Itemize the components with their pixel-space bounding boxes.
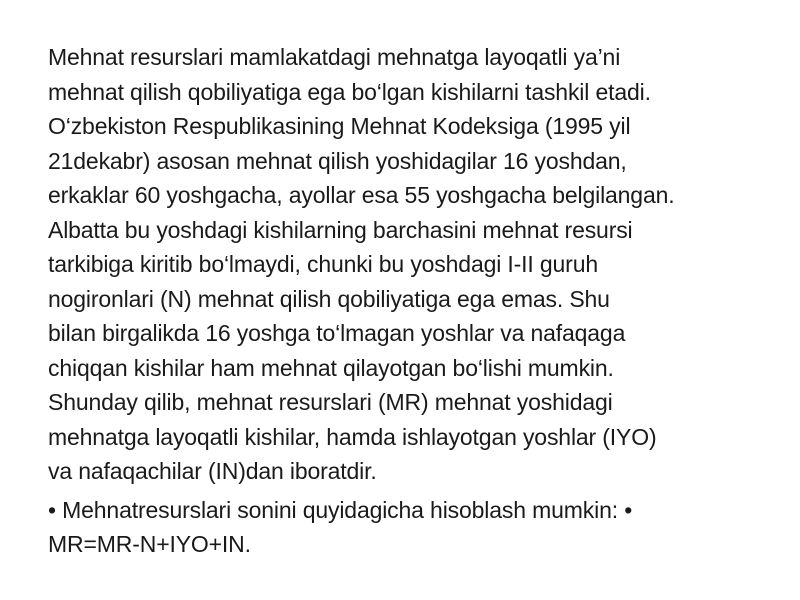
paragraph-line: va nafaqachilar (IN)dan iboratdir. <box>48 458 377 484</box>
paragraph-line: Shunday qilib, mehnat resurslari (MR) mehnat yoshidagi <box>48 389 613 415</box>
formula-line: MR=MR-N+IYO+IN. <box>48 531 251 557</box>
paragraph-line: Albatta bu yoshdagi kishilarning barchasini mehnat resursi <box>48 216 633 243</box>
paragraph-line: Mehnat resurslari mamlakatdagi mehnatga layoqatli ya’ni <box>48 44 621 70</box>
formula-line: • Mehnatresurslari sonini quyidagicha hisoblash mumkin: • <box>48 496 633 523</box>
main-paragraph <box>48 40 762 489</box>
paragraph-line: erkaklar 60 yoshgacha, ayollar esa 55 yoshgacha belgilangan. <box>48 182 675 208</box>
formula-paragraph <box>48 493 762 562</box>
paragraph-line: bilan birgalikda 16 yoshga to‘lmagan yoshlar va nafaqaga <box>48 320 626 346</box>
paragraph-line: chiqqan kishilar ham mehnat qilayotgan bo‘lishi mumkin. <box>48 354 614 381</box>
paragraph-line: mehnat qilish qobiliyatiga ega bo‘lgan kishilarni tashkil etadi. <box>48 78 651 105</box>
paragraph-line: nogironlari (N) mehnat qilish qobiliyatiga ega emas. Shu <box>48 285 610 312</box>
paragraph-line: O‘zbekiston Respublikasining Mehnat Kodeksiga (1995 yil <box>48 113 631 139</box>
paragraph-line: 21dekabr) asosan mehnat qilish yoshidagilar 16 yoshdan, <box>48 147 627 174</box>
paragraph-line: tarkibiga kiritib bo‘lmaydi, chunki bu yoshdagi I-II guruh <box>48 251 598 277</box>
paragraph-line: mehnatga layoqatli kishilar, hamda ishlayotgan yoshlar (IYO) <box>48 423 657 450</box>
